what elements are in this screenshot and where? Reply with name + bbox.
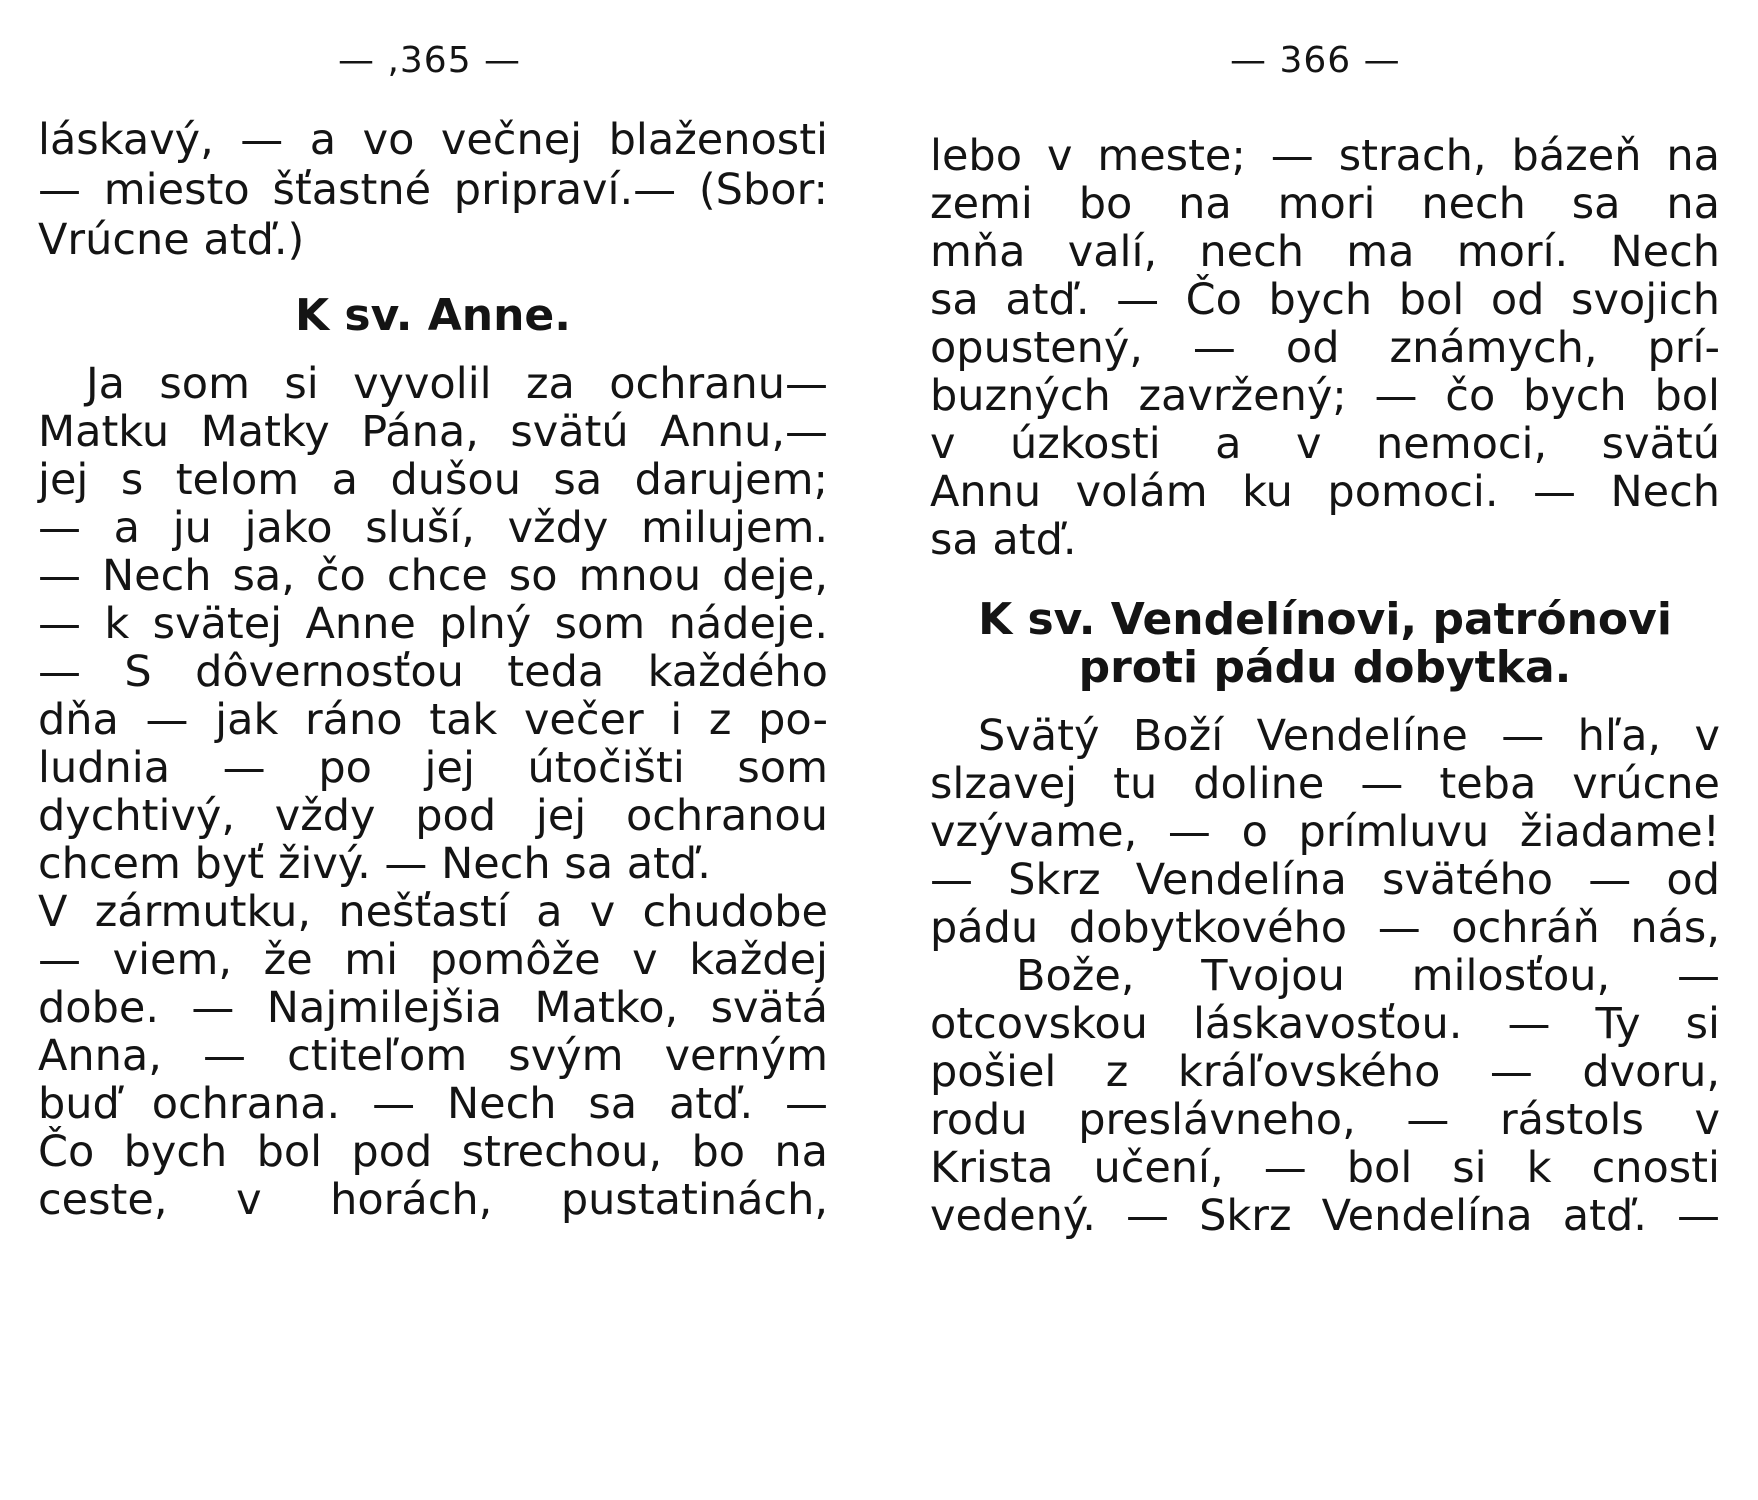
text-line: otcovskou láskavosťou. — Ty si	[930, 999, 1720, 1049]
text-line: pádu dobytkového — ochráň nás,	[930, 903, 1720, 953]
text-line: opustený, — od známych, prí-	[930, 323, 1720, 373]
text-line: — miesto šťastné pripraví.— (Sbor:	[38, 165, 828, 215]
page-number: — 366 —	[1230, 40, 1401, 81]
text-line: Ja som si vyvolil za ochranu—	[86, 359, 828, 409]
text-line: Čo bych bol pod strechou, bo na	[38, 1127, 828, 1177]
text-line: Annu volám ku pomoci. — Nech	[930, 467, 1720, 517]
section-heading: K sv. Anne.	[295, 290, 571, 341]
text-line: chcem byť živý. — Nech sa atď.	[38, 839, 711, 889]
text-line: buzných zavržený; — čo bych bol	[930, 371, 1720, 421]
page-number: — ,365 —	[338, 40, 522, 81]
text-line: — Skrz Vendelína svätého — od	[930, 855, 1720, 905]
text-line: vzývame, — o prímluvu žiadame!	[930, 807, 1720, 857]
text-line: — a ju jako sluší, vždy milujem.	[38, 503, 828, 553]
text-line: mňa valí, nech ma morí. Nech	[930, 227, 1720, 277]
text-line: buď ochrana. — Nech sa atď. —	[38, 1079, 828, 1129]
section-heading: K sv. Vendelínovi, patrónovi	[978, 594, 1672, 645]
text-line: V zármutku, nešťastí a v chudobe	[38, 887, 828, 937]
text-line: Krista učení, — bol si k cnosti	[930, 1143, 1720, 1193]
text-line: láskavý, — a vo večnej blaženosti	[38, 115, 828, 165]
text-line: — S dôvernosťou teda každého	[38, 647, 828, 697]
text-line: — k svätej Anne plný som nádeje.	[38, 599, 828, 649]
text-line: dobe. — Najmilejšia Matko, svätá	[38, 983, 828, 1033]
text-line: ceste, v horách, pustatinách,	[38, 1175, 828, 1225]
text-line: Matku Matky Pána, svätú Annu,—	[38, 407, 828, 457]
text-line: jej s telom a dušou sa darujem;	[38, 455, 828, 505]
text-line: rodu preslávneho, — rástols v	[930, 1095, 1720, 1145]
text-line: sa atď. — Čo bych bol od svojich	[930, 275, 1720, 325]
text-line: zemi bo na mori nech sa na	[930, 179, 1720, 229]
text-line: Svätý Boží Vendelíne — hľa, v	[978, 711, 1720, 761]
text-line: dňa — jak ráno tak večer i z po-	[38, 695, 828, 745]
text-line: Vrúcne atď.)	[38, 215, 305, 265]
text-line: slzavej tu doline — teba vrúcne	[930, 759, 1720, 809]
text-line: Anna, — ctiteľom svým verným	[38, 1031, 828, 1081]
section-subheading: proti pádu dobytka.	[1078, 642, 1572, 693]
text-line: ludnia — po jej útočišti som	[38, 743, 828, 793]
text-line: vedený. — Skrz Vendelína atď. —	[930, 1191, 1720, 1241]
text-line: lebo v meste; — strach, bázeň na	[930, 131, 1720, 181]
text-line: dychtivý, vždy pod jej ochranou	[38, 791, 828, 841]
text-line: Bože, Tvojou milosťou, —	[1016, 951, 1720, 1001]
text-line: — Nech sa, čo chce so mnou deje,	[38, 551, 828, 601]
text-line: v úzkosti a v nemoci, svätú	[930, 419, 1720, 469]
text-line: pošiel z kráľovského — dvoru,	[930, 1047, 1720, 1097]
text-line: sa atď.	[930, 515, 1077, 565]
text-line: — viem, že mi pomôže v každej	[38, 935, 828, 985]
